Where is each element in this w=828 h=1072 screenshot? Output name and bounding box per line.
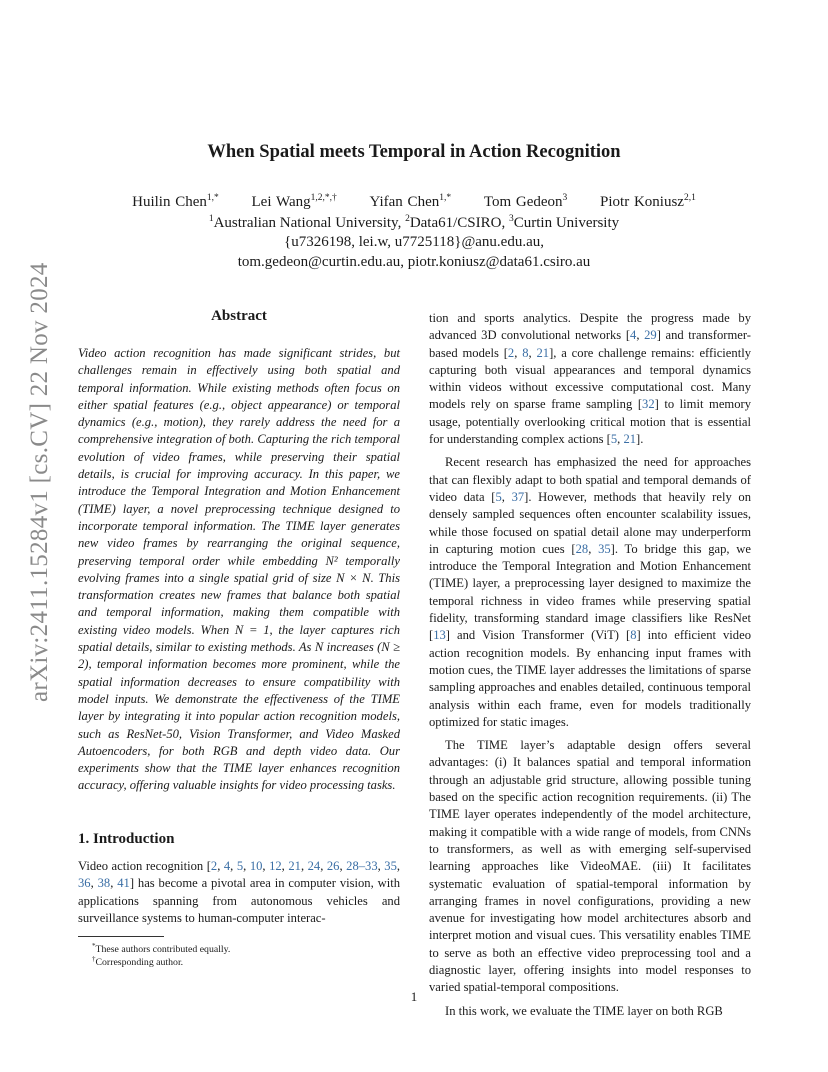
citation-link[interactable]: 28–33 (346, 859, 378, 873)
citation-link[interactable]: 21 (536, 345, 550, 360)
text-run: ]. To bridge this gap, we introduce the Temporal Integration and Motion Enhancement (TIME) layer, a preprocessing layer designed to maximize the temporal richness in video frames while preserving spatial fidelity, transforming standard image classifiers like ResNet [ (429, 541, 751, 643)
abstract-paragraph (78, 345, 400, 795)
citation-link[interactable]: 8 (522, 345, 529, 360)
citation-link[interactable]: 12 (269, 859, 282, 873)
body-paragraph (429, 737, 751, 996)
text-run: , (281, 859, 289, 873)
affiliations: $^1$Australian National University, $^2$Data61/CSIRO, $^3$Curtin University (208, 214, 620, 231)
abstract-heading: Abstract (211, 308, 267, 324)
citation-link[interactable]: 32 (642, 397, 655, 412)
body-paragraph (429, 454, 751, 731)
citation-link[interactable]: 5 (495, 489, 502, 504)
footnote: †Corresponding author. (92, 955, 184, 968)
author: Yifan Chen$^{1,*}$ (369, 193, 452, 210)
footnote: *These authors contributed equally. (92, 942, 231, 955)
text-run: Recent research has emphasized the need for approaches that can flexibly adapt to both spatial and temporal demands of video data [ (429, 455, 751, 504)
author: Huilin Chen$^{1,*}$ (132, 193, 219, 210)
introduction-body (78, 858, 400, 927)
text-run: ] has become a pivotal area in computer vision, with applications spanning from autonomous vehicles and surveillance systems to human-computer interac- (78, 876, 401, 925)
text-run: ], a core challenge remains: efficiently capturing both visual appearances and temporal dynamics within videos without excessive computational cost. Many models rely on sparse frame sampling [ (429, 345, 751, 412)
citation-link[interactable]: 28 (575, 541, 589, 556)
text-run: , (217, 859, 224, 873)
text-run: ]. However, methods that heavily rely on densely sampled sequences often encounter scalability issues, while those focused on spatial detail alone may underperform in capturing motion cues [ (429, 489, 752, 556)
author: Lei Wang$^{1,2,*,\dagger}$ (251, 193, 337, 210)
abstract-body (78, 345, 400, 795)
footnote-divider (78, 936, 164, 937)
page-number: 1 (410, 989, 418, 1004)
citation-link[interactable]: 38 (97, 876, 111, 891)
text-run: ]. (636, 432, 644, 447)
citation-link[interactable]: 29 (644, 328, 657, 343)
text-run: Video action recognition has made significant strides, but challenges remain in effectively using both spatial and temporal information. While existing methods often focus on either spatial features (e.g., object appearance) or temporal dynamics (e.g., motion), they rarely address the need for a comprehensive integration of both. Capturing the rich temporal evolution of video frames, while preserving their spatial details, is crucial for improving accuracy. In this paper, we introduce the Temporal Integration and Motion Enhancement (TIME) layer, a novel preprocessing technique designed to incorporate temporal information. The TIME layer generates new video frames by rearranging the original sequence, preserving temporal order while embedding N² temporally evolving frames into a single spatial grid of size N × N. This transformation creates new frames that balance both spatial and temporal information, making them compatible with existing video models. When N = 1, the layer captures rich spatial details, similar to existing methods. As N increases (N ≥ 2), temporal information becomes more prominent, while the spatial information decreases to ensure compatibility with model inputs. We demonstrate the effectiveness of the TIME layer by integrating it into popular action recognition models, such as ResNet-50, Vision Transformer, and Video Masked Autoencoders, for both RGB and depth video data. Our experiments show that the TIME layer enhances recognition accuracy, offering valuable insights for video processing tasks. (78, 346, 400, 793)
author: Tom Gedeon$^3$ (483, 193, 568, 210)
author-emails-anu: {u7326198, lei.w, u7725118}@anu.edu.au, (284, 234, 544, 250)
text-run: , (339, 859, 347, 873)
citation-link[interactable]: 10 (249, 859, 263, 873)
citation-link[interactable]: 4 (223, 859, 231, 873)
section-heading-introduction: 1. Introduction (78, 831, 175, 847)
text-run: , (300, 859, 308, 873)
citation-link[interactable]: 26 (326, 859, 340, 873)
text-run: ] and Vision Transformer (ViT) [ (445, 628, 631, 643)
citation-link[interactable]: 37 (511, 489, 525, 504)
author-list (0, 193, 828, 211)
text-run: tion and sports analytics. Despite the progress made by advanced 3D convolutional networks [ (429, 311, 751, 343)
text-run: , (110, 876, 118, 891)
text-run: , (501, 489, 512, 504)
citation-link[interactable]: 5 (236, 859, 244, 873)
citation-link[interactable]: 5 (610, 432, 618, 447)
text-run: ] into efficient video action recognition models. By enhancing input frames with motion cues, the TIME layer addresses the limitations of sparse sampling approaches and enables detailed, continuous temporal analysis within each frame, even for models traditionally optimized for static images. (429, 628, 751, 729)
text-run: , (617, 432, 624, 447)
text-run: , (90, 876, 98, 891)
citation-link[interactable]: 21 (623, 432, 637, 447)
citation-link[interactable]: 13 (433, 628, 446, 643)
paper-title: When Spatial meets Temporal in Action Recognition (207, 142, 621, 162)
text-run: , (230, 859, 237, 873)
text-run: ] and transformer-based models [ (429, 328, 751, 360)
body-paragraph (429, 310, 751, 448)
text-run: , (243, 859, 250, 873)
citation-link[interactable]: 2 (507, 345, 515, 360)
text-run: , (514, 345, 523, 360)
text-run: ] to limit memory usage, potentially overlooking critical motion that is essential for understanding complex actions [ (429, 397, 751, 447)
text-run: , (396, 859, 401, 873)
citation-link[interactable]: 2 (210, 859, 218, 873)
citation-link[interactable]: 41 (117, 876, 130, 891)
text-run: , (320, 859, 327, 873)
citation-link[interactable]: 8 (630, 628, 637, 643)
text-run: The TIME layer’s adaptable design offers several advantages: (i) It balances spatial and temporal information through an adjustable grid structure, allowing possible tuning based on the specific action recognition requirements. (ii) The TIME layer operates independently of the model architecture, making it compatible with a wide range of models, from CNNs to transformers, as well as with emerging self-supervised learning approaches like VideoMAE. (iii) It facilitates systematic evaluation of spatial-temporal information by arranging frames in novel configurations, providing a new avenue for investigating how model architectures absorb and interpret motion and visual cues. This versatility enables TIME to serve as both an effective video preprocessing tool and a diagnostic layer, offering insights into model responses to varied spatial-temporal compositions. (429, 738, 751, 995)
text-run: In this work, we evaluate the TIME layer on both RGB (445, 1003, 723, 1018)
citation-link[interactable]: 21 (288, 859, 301, 873)
introduction-paragraph (78, 858, 400, 927)
citation-link[interactable]: 36 (78, 876, 91, 891)
author: Piotr Koniusz$^{2,1}$ (600, 193, 696, 210)
citation-link[interactable]: 35 (598, 541, 611, 556)
author-emails-other: tom.gedeon@curtin.edu.au, piotr.koniusz@data61.csiro.au (237, 254, 591, 270)
text-run: , (636, 328, 645, 343)
text-run: , (377, 859, 385, 873)
text-run: Video action recognition [ (78, 859, 211, 873)
citation-link[interactable]: 4 (630, 328, 637, 343)
text-run: , (588, 541, 599, 556)
text-run: , (262, 859, 270, 873)
citation-link[interactable]: 35 (384, 859, 397, 873)
arxiv-identifier: arXiv:2411.15284v1 [cs.CV] 22 Nov 2024 (26, 262, 53, 702)
text-run: , (528, 345, 537, 360)
body-paragraph (429, 1003, 751, 1020)
right-column-body (429, 310, 751, 1020)
citation-link[interactable]: 24 (307, 859, 321, 873)
